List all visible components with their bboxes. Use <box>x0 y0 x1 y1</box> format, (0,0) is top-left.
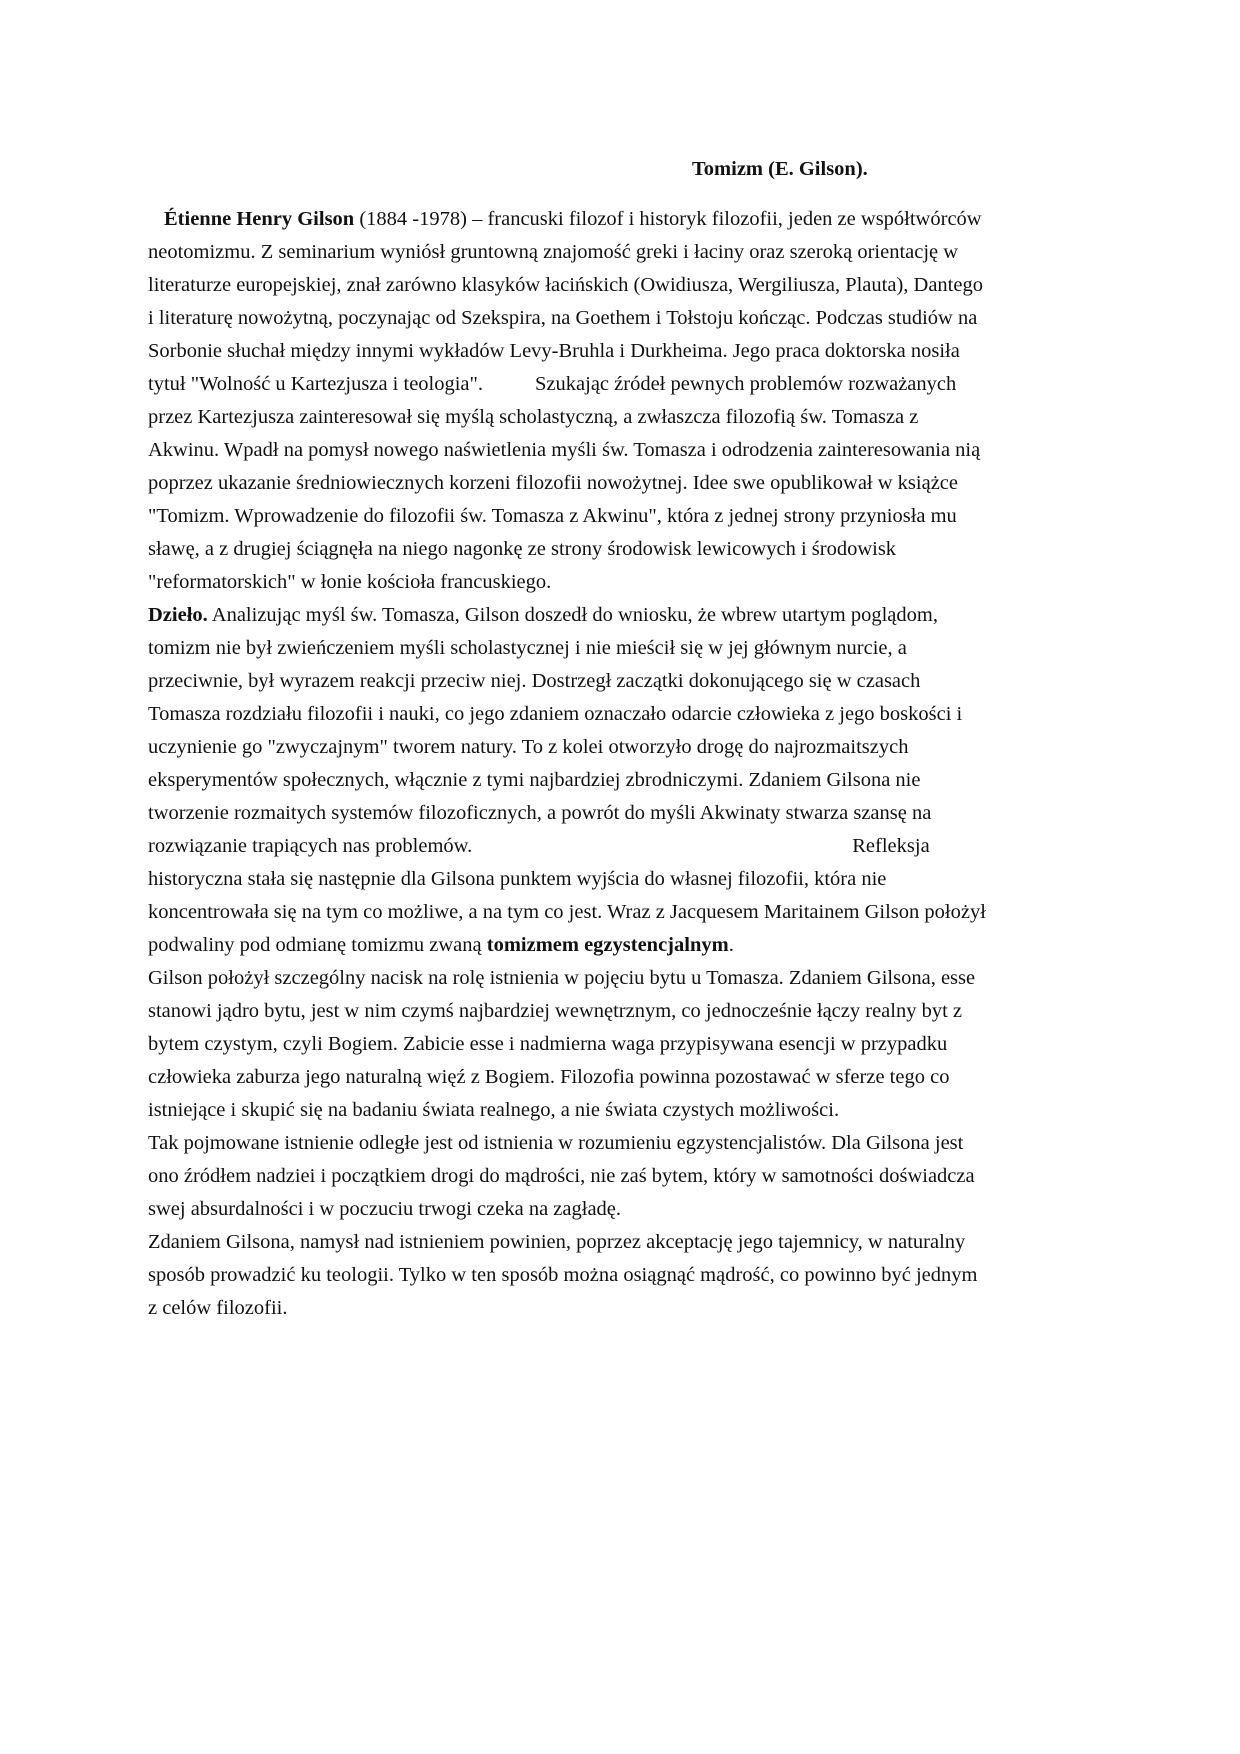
text-line <box>148 269 1088 302</box>
text-run: stanowi jądro bytu, jest w nim czymś najbardziej wewnętrznym, co jednocześnie łączy realny byt z <box>148 1000 963 1022</box>
text-run: sposób prowadzić ku teologii. Tylko w ten sposób można osiągnąć mądrość, co powinno być jednym <box>148 1264 978 1286</box>
text-run: Gilson położył szczególny nacisk na rolę istnienia w pojęciu bytu u Tomasza. Zdaniem Gilsona, esse <box>148 967 976 989</box>
bold-run: Dzieło. <box>148 604 208 626</box>
text-line <box>148 599 1088 632</box>
text-run: Tomasza rozdziału filozofii i nauki, co jego zdaniem oznaczało odarcie człowieka z jego boskości i <box>148 703 963 725</box>
text-run: i literaturę nowożytną, poczynając od Szekspira, na Goethem i Tołstoju kończąc. Podczas studiów na <box>148 307 978 329</box>
text-run: Refleksja <box>852 835 930 857</box>
text-line <box>148 962 1088 995</box>
bold-run: Étienne Henry Gilson <box>164 208 355 230</box>
text-run: ono źródłem nadziei i początkiem drogi do mądrości, nie zaś bytem, który w samotności doświadcza <box>148 1165 975 1187</box>
text-run: "Tomizm. Wprowadzenie do filozofii św. Tomasza z Akwinu", która z jednej strony przyniosła mu <box>148 505 957 527</box>
text-line <box>148 1028 1088 1061</box>
text-line <box>148 764 1088 797</box>
text-line <box>148 500 1088 533</box>
text-run: Analizując myśl św. Tomasza, Gilson doszedł do wniosku, że wbrew utartym poglądom, <box>207 604 938 626</box>
text-line <box>148 632 1088 665</box>
text-run: tytuł "Wolność u Kartezjusza i teologia". <box>148 373 484 395</box>
text-line <box>148 797 1088 830</box>
text-line <box>148 863 1088 896</box>
text-line <box>148 302 1088 335</box>
text-line <box>148 467 1088 500</box>
text-line <box>148 1061 1088 1094</box>
text-run: przeciwnie, był wyrazem reakcji przeciw niej. Dostrzegł zaczątki dokonującego się w czasach <box>148 670 921 692</box>
text-run: Akwinu. Wpadł na pomysł nowego naświetlenia myśli św. Tomasza i odrodzenia zainteresowania nią <box>148 439 981 461</box>
text-line <box>148 995 1088 1028</box>
text-run: koncentrowała się na tym co możliwe, a na tym co jest. Wraz z Jacquesem Maritainem Gilson położył <box>148 901 986 923</box>
text-line <box>148 896 1088 929</box>
text-line <box>148 1292 1088 1325</box>
text-run: podwaliny pod odmianę tomizmu zwaną <box>148 934 487 956</box>
text-line <box>148 203 1088 236</box>
text-run: eksperymentów społecznych, włącznie z tymi najbardziej zbrodniczymi. Zdaniem Gilsona nie <box>148 769 921 791</box>
text-run: z celów filozofii. <box>148 1297 288 1319</box>
text-line <box>148 335 1088 368</box>
text-run: tworzenie rozmaitych systemów filozoficznych, a powrót do myśli Akwinaty stwarza szansę na <box>148 802 932 824</box>
text-run: swej absurdalności i w poczuciu trwogi czeka na zagładę. <box>148 1198 622 1220</box>
text-line <box>148 929 1088 962</box>
text-run: przez Kartezjusza zainteresował się myślą scholastyczną, a zwłaszcza filozofią św. Tomasza z <box>148 406 919 428</box>
text-line <box>148 830 1088 863</box>
text-line <box>148 665 1088 698</box>
text-line <box>148 1193 1088 1226</box>
document-title: Tomizm (E. Gilson). <box>692 158 868 180</box>
bold-run: tomizmem egzystencjalnym <box>486 934 729 956</box>
text-line <box>148 236 1088 269</box>
text-run: istniejące i skupić się na badaniu świata realnego, a nie świata czystych możliwości. <box>148 1099 840 1121</box>
text-line <box>148 1259 1088 1292</box>
text-run: . <box>728 934 734 956</box>
text-line <box>148 698 1088 731</box>
text-run: rozwiązanie trapiących nas problemów. <box>148 835 473 857</box>
text-run: sławę, a z drugiej ściągnęła na niego nagonkę ze strony środowisk lewicowych i środowisk <box>148 538 897 560</box>
document-body <box>148 203 1088 1325</box>
text-line <box>148 401 1088 434</box>
text-run: bytem czystym, czyli Bogiem. Zabicie esse i nadmierna waga przypisywana esencji w przypadku <box>148 1033 948 1055</box>
text-run: tomizm nie był zwieńczeniem myśli scholastycznej i nie mieścił się w jej głównym nurcie, a <box>148 637 907 659</box>
text-run: Zdaniem Gilsona, namysł nad istnieniem powinien, poprzez akceptację jego tajemnicy, w naturalny <box>148 1231 966 1253</box>
text-line <box>148 533 1088 566</box>
text-line <box>148 1226 1088 1259</box>
text-line <box>148 1160 1088 1193</box>
text-line <box>148 566 1088 599</box>
text-line <box>148 1127 1088 1160</box>
text-run: "reformatorskich" w łonie kościoła francuskiego. <box>148 571 552 593</box>
text-run: poprzez ukazanie średniowiecznych korzeni filozofii nowożytnej. Idee swe opublikował w książce <box>148 472 959 494</box>
text-line <box>148 731 1088 764</box>
text-run: historyczna stała się następnie dla Gilsona punktem wyjścia do własnej filozofii, która nie <box>148 868 887 890</box>
text-run: Szukając źródeł pewnych problemów rozważanych <box>535 373 957 395</box>
text-run: człowieka zaburza jego naturalną więź z Bogiem. Filozofia powinna pozostawać w sferze tego co <box>148 1066 950 1088</box>
text-line <box>148 1094 1088 1127</box>
text-run: uczynienie go "zwyczajnym" tworem natury. To z kolei otworzyło drogę do najrozmaitszych <box>148 736 909 758</box>
text-run: Sorbonie słuchał między innymi wykładów Levy-Bruhla i Durkheima. Jego praca doktorska nosiła <box>148 340 960 362</box>
text-line <box>148 434 1088 467</box>
text-run: neotomizmu. Z seminarium wyniósł gruntowną znajomość greki i łaciny oraz szeroką orientację w <box>148 241 959 263</box>
text-line <box>148 368 1088 401</box>
text-run: (1884 -1978) – francuski filozof i historyk filozofii, jeden ze współtwórców <box>354 208 982 230</box>
text-run: literaturze europejskiej, znał zarówno klasyków łacińskich (Owidiusza, Wergiliusza, Plauta), Dantego <box>148 274 983 296</box>
text-run: Tak pojmowane istnienie odległe jest od istnienia w rozumieniu egzystencjalistów. Dla Gilsona jest <box>148 1132 964 1154</box>
